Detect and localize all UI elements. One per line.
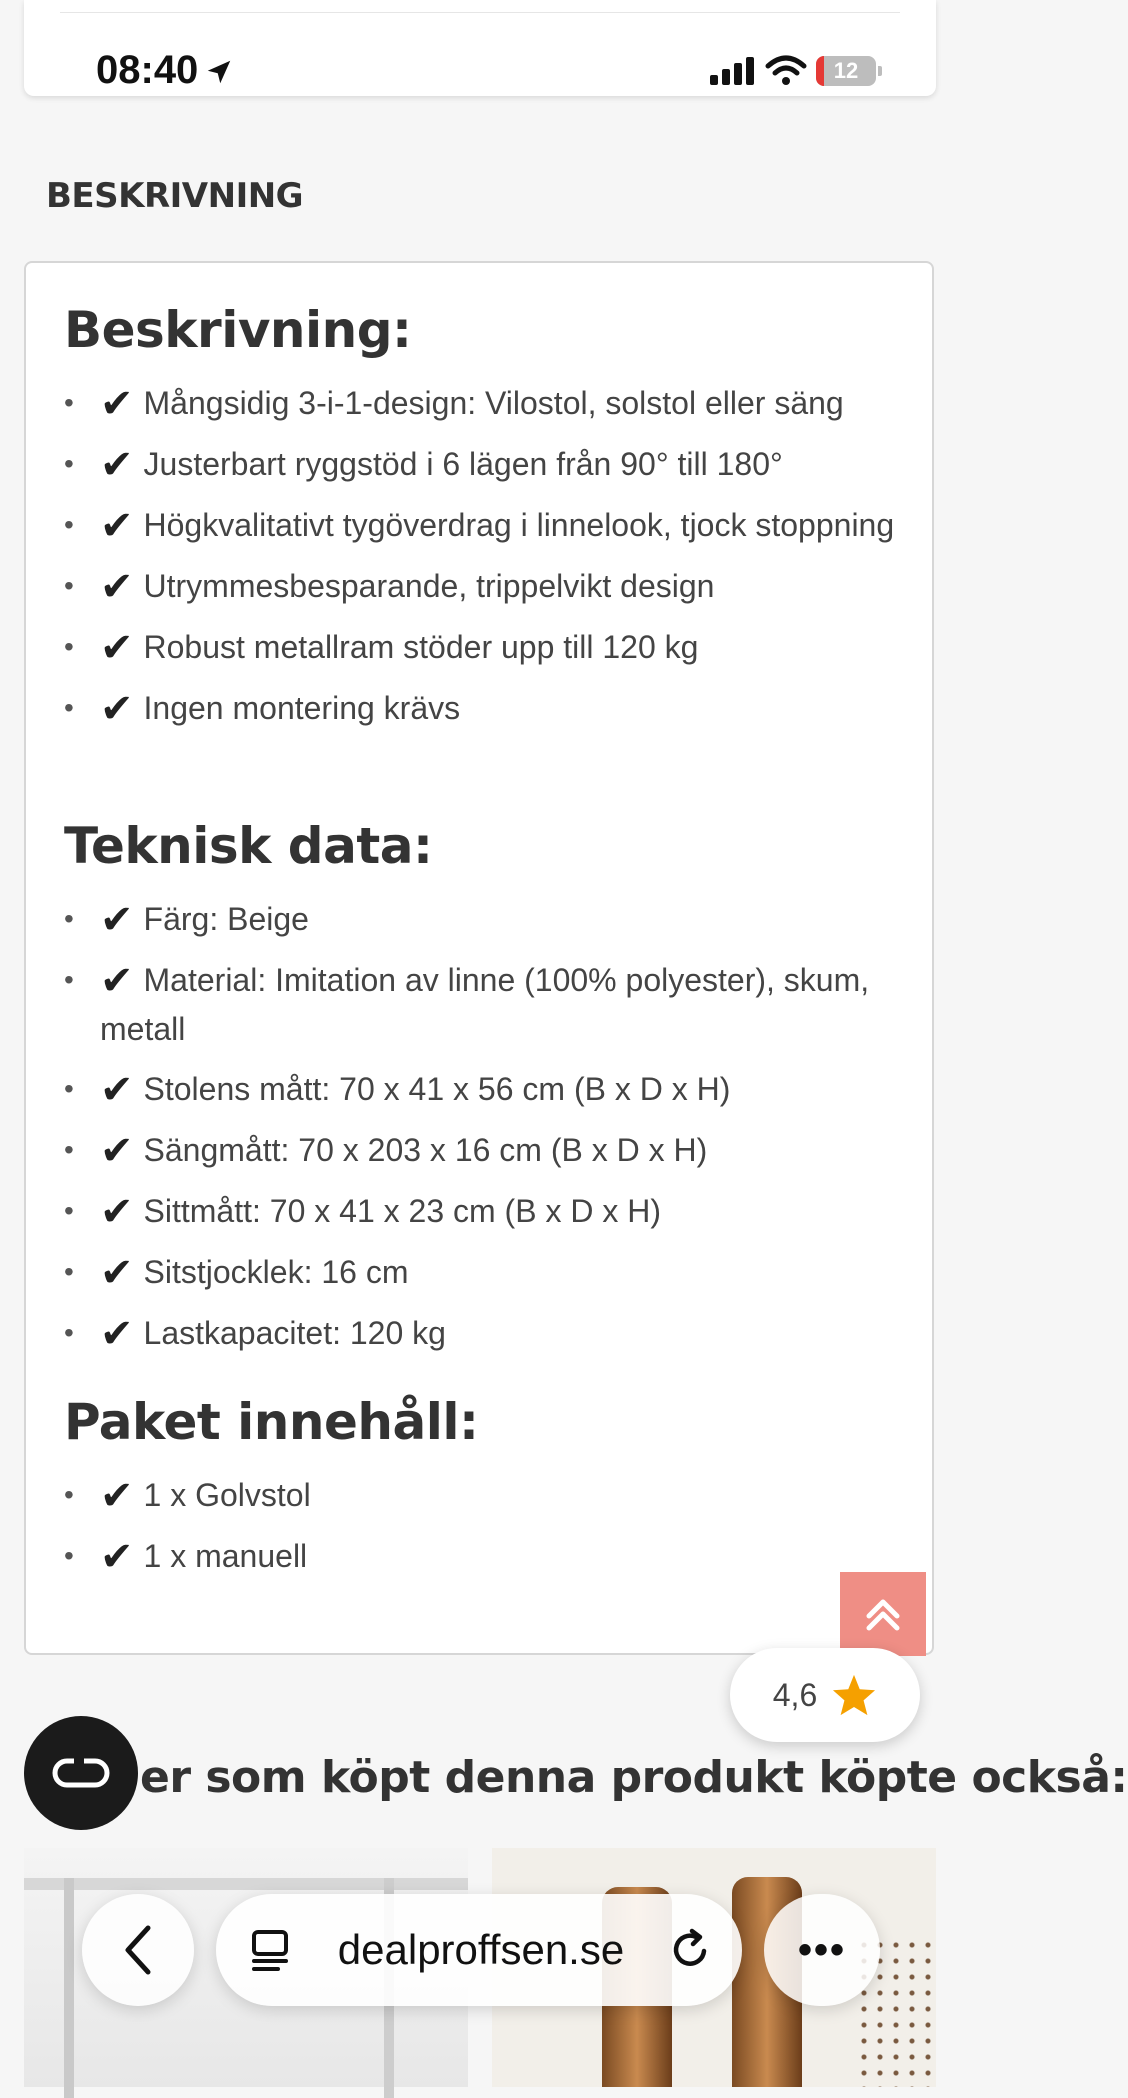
chevron-left-icon [120,1924,156,1976]
check-icon: ✔ [100,565,134,609]
more-button[interactable] [764,1894,880,2006]
status-time: 08:40 [96,48,234,93]
list-item: • ✔ Robust metallram stöder upp till 120 kg [64,623,904,672]
check-icon: ✔ [100,1190,134,1234]
description-heading: Beskrivning: [64,301,412,359]
chat-icon [52,1758,110,1788]
list-item: • ✔ Justerbart ryggstöd i 6 lägen från 90° till 180° [64,440,904,489]
url-text[interactable]: dealproffsen.se [337,1926,625,1973]
list-item: • ✔ 1 x Golvstol [64,1471,904,1520]
location-arrow-icon [204,57,234,87]
address-bar[interactable] [216,1894,742,2006]
reader-mode-icon[interactable] [250,1928,294,1972]
description-list [64,379,904,745]
list-item: • ✔ Material: Imitation av linne (100% polyester), skum, metall [64,956,904,1053]
check-icon: ✔ [100,443,134,487]
package-list [64,1471,904,1593]
check-icon: ✔ [100,1312,134,1356]
signal-icon [710,57,756,85]
rating-value: 4,6 [772,1676,818,1713]
chat-button[interactable] [24,1716,138,1830]
divider [60,12,900,13]
check-icon: ✔ [100,898,134,942]
double-chevron-up-icon [863,1594,903,1634]
list-item: • ✔ Sängmått: 70 x 203 x 16 cm (B x D x H) [64,1126,904,1175]
status-icons [710,56,876,86]
reload-icon[interactable] [668,1927,714,1973]
section-label: BESKRIVNING [46,176,304,216]
more-dots-icon: ••• [797,1927,846,1972]
check-icon: ✔ [100,1474,134,1518]
description-box [24,261,934,1655]
list-item: • ✔ Färg: Beige [64,895,904,944]
check-icon: ✔ [100,1251,134,1295]
check-icon: ✔ [100,504,134,548]
technical-list [64,895,904,1370]
scroll-to-top-button[interactable] [840,1572,926,1656]
list-item: • ✔ Ingen montering krävs [64,684,904,733]
list-item: • ✔ Mångsidig 3-i-1-design: Vilostol, solstol eller säng [64,379,904,428]
check-icon: ✔ [100,1068,134,1112]
check-icon: ✔ [100,382,134,426]
embedded-status-card [24,0,936,96]
also-bought-heading: er som köpt denna produkt köpte också: [140,1752,1128,1803]
wifi-icon [766,56,806,86]
list-item: • ✔ Stolens mått: 70 x 41 x 56 cm (B x D x H) [64,1065,904,1114]
star-icon [831,1673,877,1717]
check-icon: ✔ [100,1129,134,1173]
battery-icon: 12 [816,56,876,86]
check-icon: ✔ [100,626,134,670]
check-icon: ✔ [100,1535,134,1579]
check-icon: ✔ [100,959,134,1003]
list-item: • ✔ Lastkapacitet: 120 kg [64,1309,904,1358]
package-heading: Paket innehåll: [64,1393,479,1451]
rating-badge[interactable] [730,1648,920,1742]
back-button[interactable] [82,1894,194,2006]
list-item: • ✔ Sittmått: 70 x 41 x 23 cm (B x D x H) [64,1187,904,1236]
list-item: • ✔ Utrymmesbesparande, trippelvikt design [64,562,904,611]
check-icon: ✔ [100,687,134,731]
list-item: • ✔ Sitstjocklek: 16 cm [64,1248,904,1297]
list-item: • ✔ Högkvalitativt tygöverdrag i linnelook, tjock stoppning [64,501,904,550]
list-item: • ✔ 1 x manuell [64,1532,904,1581]
technical-heading: Teknisk data: [64,817,433,875]
